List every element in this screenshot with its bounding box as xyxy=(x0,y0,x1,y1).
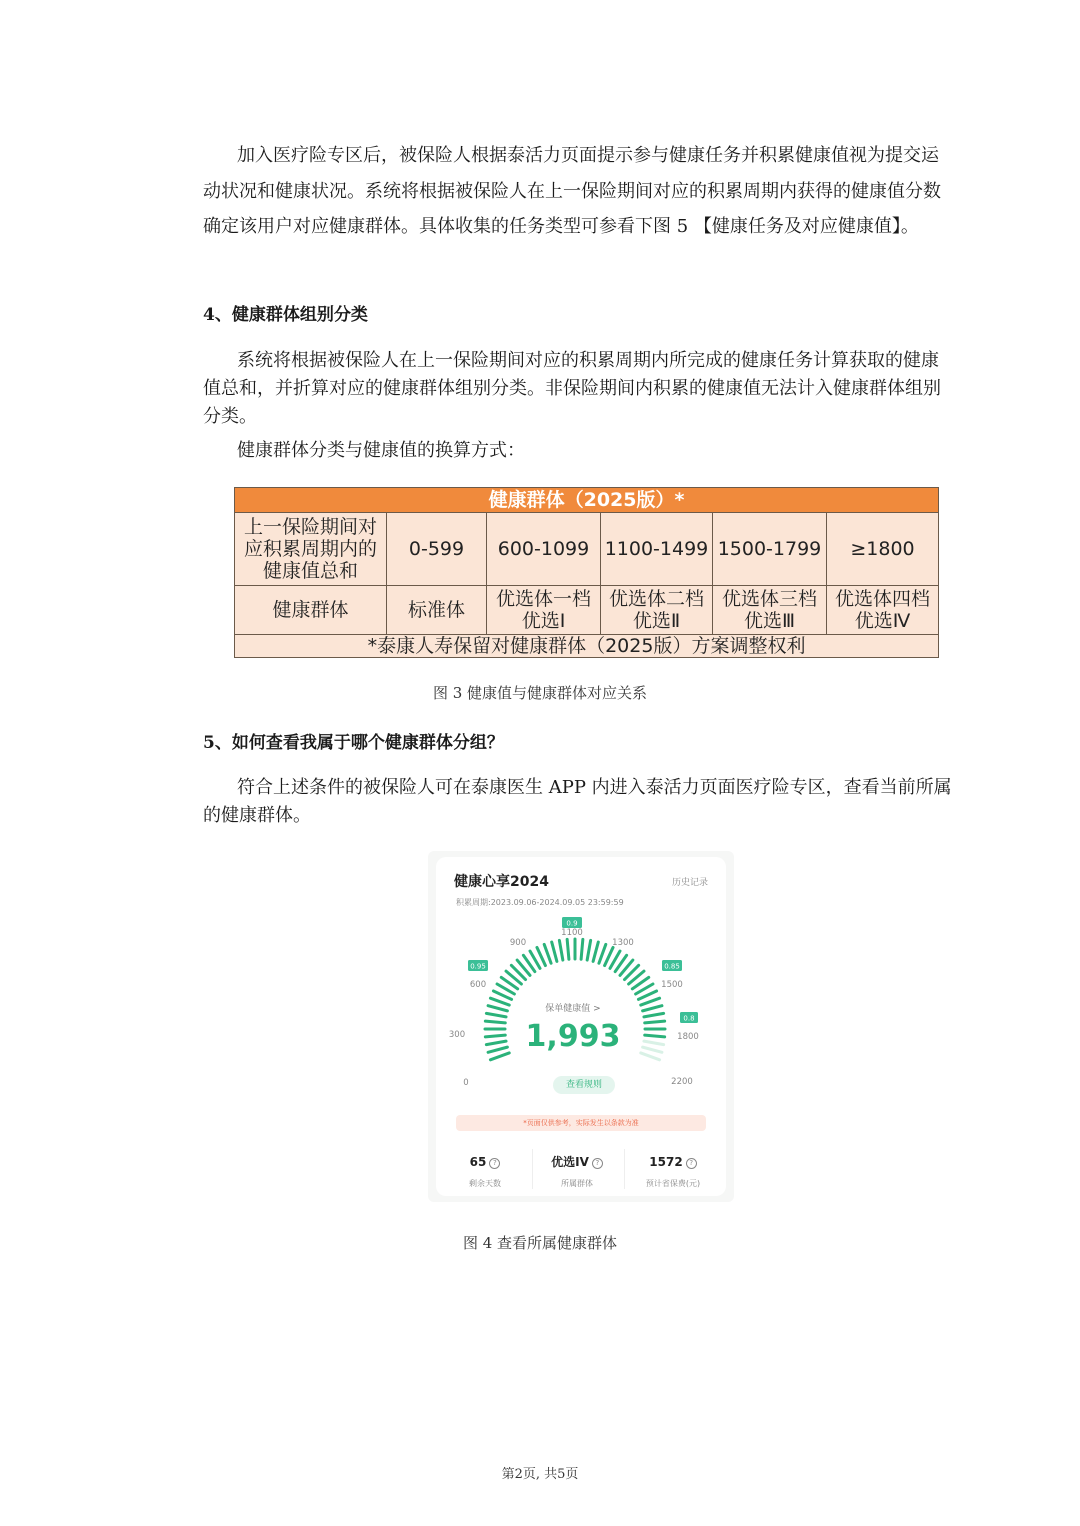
table-group: 优选体二档 优选Ⅱ xyxy=(601,586,713,635)
help-icon: ? xyxy=(686,1158,697,1169)
table-group: 优选体一档 优选Ⅰ xyxy=(487,586,601,635)
table-group: 优选体四档 优选Ⅳ xyxy=(827,586,939,635)
history-link[interactable]: 历史记录 xyxy=(671,878,708,888)
gauge-tick xyxy=(599,944,606,963)
stat-label: 预计省保费(元) xyxy=(645,1179,701,1188)
figure4-caption: 图 4 查看所属健康群体 xyxy=(462,1234,618,1252)
health-group-table xyxy=(234,487,939,658)
table-note: *泰康人寿保留对健康群体（2025版）方案调整权利 xyxy=(235,635,939,658)
gauge-tick-label: 900 xyxy=(509,938,527,948)
table-range: 600-1099 xyxy=(487,513,601,586)
discount-badge: 0.95 xyxy=(470,962,486,971)
stat-value: 65 xyxy=(469,1155,487,1169)
disclaimer-notice: *页面仅供参考，实际发生以条款为准 xyxy=(456,1115,706,1131)
table-range: 1500-1799 xyxy=(713,513,827,586)
gauge-tick xyxy=(593,942,598,961)
table-group: 标准体 xyxy=(387,586,487,635)
gauge-tick-label: 0 xyxy=(463,1078,469,1088)
stat-remaining-days xyxy=(440,1151,530,1189)
accumulation-period: 积累周期:2023.09.06-2024.09.05 23:59:59 xyxy=(456,898,624,907)
discount-badge: 0.8 xyxy=(683,1014,695,1023)
stat-label: 所属群体 xyxy=(561,1179,593,1188)
gauge-tick-label: 2200 xyxy=(671,1077,693,1087)
gauge-tick-label: 600 xyxy=(469,980,487,990)
gauge-tick-label: 1300 xyxy=(612,938,634,948)
gauge-tick xyxy=(581,939,583,959)
app-title: 健康心享2024 xyxy=(454,874,549,890)
section-heading-5: 5、如何查看我属于哪个健康群体分组？ xyxy=(203,733,504,753)
intro-paragraph: 加入医疗险专区后，被保险人根据泰活力页面提示参与健康任务并积累健康值视为提交运动状况和健康状况。系统将根据被保险人在上一保险期间对应的积累周期内获得的健康值分数确定该用户对应健康群体。具体收集的任务类型可参看下图 5 【健康任务及对应健康值】。 xyxy=(203,145,941,237)
conversion-intro: 健康群体分类与健康值的换算方式： xyxy=(237,440,525,461)
stat-savings xyxy=(628,1151,718,1189)
table-range: ≥1800 xyxy=(827,513,939,586)
health-value: 1,993 xyxy=(525,1019,621,1054)
gauge-tick xyxy=(559,940,562,960)
gauge-tick-label: 300 xyxy=(448,1030,466,1040)
gauge-tick-label: 1800 xyxy=(677,1032,699,1042)
help-icon: ? xyxy=(592,1158,603,1169)
section-heading-4: 4、健康群体组别分类 xyxy=(203,305,368,325)
table-range: 1100-1499 xyxy=(601,513,713,586)
gauge-tick-label: 1100 xyxy=(561,928,583,938)
help-icon: ? xyxy=(489,1158,500,1169)
gauge-tick xyxy=(552,942,557,961)
stat-value: 优选IV xyxy=(551,1155,589,1169)
page-footer: 第2页, 共5页 xyxy=(501,1467,579,1482)
stat-label: 剩余天数 xyxy=(469,1179,501,1188)
gauge-tick xyxy=(567,939,569,959)
stat-value: 1572 xyxy=(649,1155,683,1169)
app-screenshot xyxy=(428,851,734,1202)
gauge-tick xyxy=(544,944,551,963)
stat-group xyxy=(532,1151,622,1189)
view-rules-button[interactable]: 查看规则 xyxy=(553,1076,615,1094)
figure3-caption: 图 3 健康值与健康群体对应关系 xyxy=(432,684,648,702)
table-row-header-score: 上一保险期间对应积累周期内的健康值总和 xyxy=(235,513,387,586)
discount-badge: 0.85 xyxy=(664,962,680,971)
table-row-header-group: 健康群体 xyxy=(235,586,387,635)
discount-badge: 0.9 xyxy=(566,919,578,928)
policy-health-label[interactable]: 保单健康值 > xyxy=(545,1004,601,1014)
gauge-tick xyxy=(587,940,590,960)
how-to-paragraph: 符合上述条件的被保险人可在泰康医生 APP 内进入泰活力页面医疗险专区，查看当前所属的健康群体。 xyxy=(203,777,952,826)
table-title: 健康群体（2025版）* xyxy=(235,488,939,513)
table-group: 优选体三档 优选Ⅲ xyxy=(713,586,827,635)
table-range: 0-599 xyxy=(387,513,487,586)
gauge-tick-label: 1500 xyxy=(661,980,683,990)
grouping-paragraph: 系统将根据被保险人在上一保险期间对应的积累周期内所完成的健康任务计算获取的健康值总和，并折算对应的健康群体组别分类。非保险期间内积累的健康值无法计入健康群体组别分类。 xyxy=(203,350,941,427)
